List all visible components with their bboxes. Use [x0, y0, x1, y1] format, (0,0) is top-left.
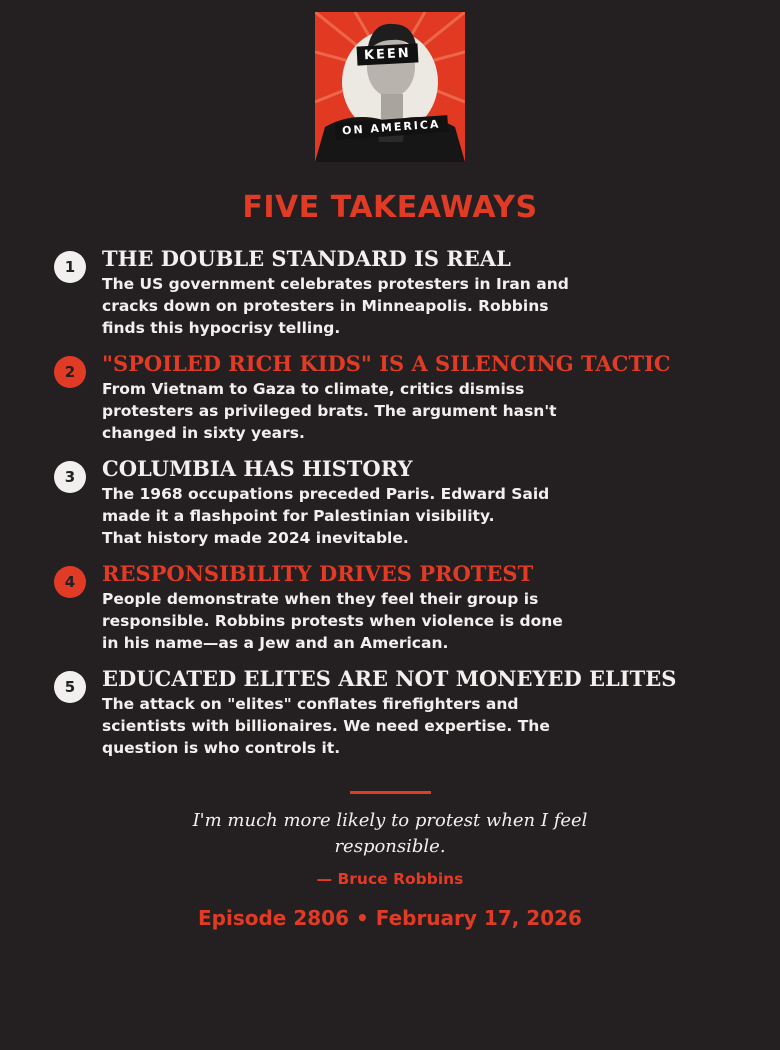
takeaway-number-badge: 2 — [54, 356, 86, 388]
takeaway-body-line: The US government celebrates protesters in Iran and — [102, 275, 569, 293]
takeaway-title: THE DOUBLE STANDARD IS REAL — [102, 246, 511, 271]
pull-quote-line: I'm much more likely to protest when I feel — [192, 810, 588, 831]
takeaway-body-line: changed in sixty years. — [102, 424, 305, 442]
quote-attribution: — Bruce Robbins — [316, 870, 464, 888]
takeaway-body-line: finds this hypocrisy telling. — [102, 319, 341, 337]
cover-title-keen: KEEN — [357, 43, 419, 65]
cover-title-on-america: ON AMERICA — [335, 115, 448, 140]
takeaway-body-line: scientists with billionaires. We need expertise. The — [102, 717, 550, 735]
takeaway-body-line: The attack on "elites" conflates firefighters and — [102, 695, 519, 713]
takeaway-body-line: made it a flashpoint for Palestinian visibility. — [102, 507, 495, 525]
page-heading: FIVE TAKEAWAYS — [242, 190, 538, 225]
takeaway-body-line: The 1968 occupations preceded Paris. Edward Said — [102, 485, 550, 503]
takeaway-title: EDUCATED ELITES ARE NOT MONEYED ELITES — [102, 666, 677, 691]
pull-quote-line: responsible. — [334, 836, 446, 857]
podcast-cover-art — [315, 12, 465, 162]
takeaway-body — [102, 378, 602, 444]
takeaway-body-line: People demonstrate when they feel their group is — [102, 590, 539, 608]
takeaway-body — [102, 273, 602, 339]
takeaway-title: COLUMBIA HAS HISTORY — [102, 456, 413, 481]
takeaway-body-line: cracks down on protesters in Minneapolis. Robbins — [102, 297, 549, 315]
takeaway-body-line: From Vietnam to Gaza to climate, critics dismiss — [102, 380, 525, 398]
takeaway-number-badge: 4 — [54, 566, 86, 598]
section-divider — [350, 791, 431, 794]
takeaway-number-badge: 5 — [54, 671, 86, 703]
takeaway-title: "SPOILED RICH KIDS" IS A SILENCING TACTIC — [102, 351, 671, 376]
takeaway-body-line: That history made 2024 inevitable. — [102, 529, 409, 547]
takeaway-number-badge: 3 — [54, 461, 86, 493]
takeaway-body-line: protesters as privileged brats. The argument hasn't — [102, 402, 557, 420]
episode-info: Episode 2806 • February 17, 2026 — [198, 906, 582, 930]
takeaway-title: RESPONSIBILITY DRIVES PROTEST — [102, 561, 534, 586]
takeaway-body — [102, 693, 602, 759]
takeaway-body-line: question is who controls it. — [102, 739, 341, 757]
takeaway-body — [102, 588, 602, 654]
takeaway-body-line: responsible. Robbins protests when violence is done — [102, 612, 563, 630]
takeaway-body — [102, 483, 602, 549]
pull-quote — [170, 808, 610, 860]
takeaway-body-line: in his name—as a Jew and an American. — [102, 634, 449, 652]
takeaway-number-badge: 1 — [54, 251, 86, 283]
